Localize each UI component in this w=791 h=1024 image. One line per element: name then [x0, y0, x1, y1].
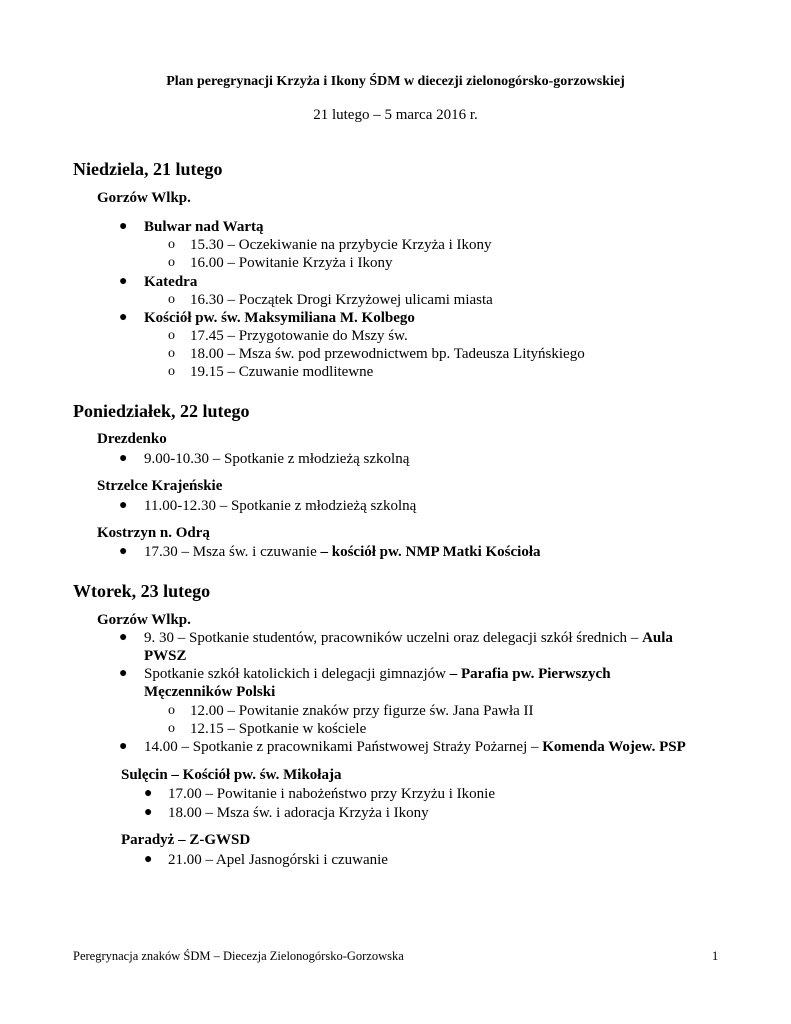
bullet-icon: ● [119, 544, 128, 559]
circle-bullet-icon: o [168, 721, 175, 736]
location-kostrzyn: Kostrzyn n. Odrą [97, 525, 210, 541]
document-title: Plan peregrynacji Krzyża i Ikony ŚDM w diecezji zielonogórsko-gorzowskiej [166, 74, 625, 89]
event-venue: – Parafia pw. Pierwszych [449, 666, 611, 682]
event-text: Spotkanie szkół katolickich i delegacji gimnazjów [144, 666, 450, 682]
event-item: 17.00 – Powitanie i nabożeństwo przy Krzyżu i Ikonie [168, 786, 496, 802]
event-item [144, 739, 686, 756]
bullet-icon: ● [119, 498, 128, 513]
event-item: 9.00-10.30 – Spotkanie z młodzieżą szkolną [144, 451, 410, 467]
bullet-icon: ● [119, 310, 128, 325]
circle-bullet-icon: o [168, 364, 175, 379]
event-item: 15.30 – Oczekiwanie na przybycie Krzyża i Ikony [190, 237, 492, 253]
circle-bullet-icon: o [168, 255, 175, 270]
event-venue-continued: Męczenników Polski [144, 684, 276, 700]
event-item [144, 630, 673, 647]
bullet-icon: ● [119, 630, 128, 645]
location-paradyz: Paradyż – Z-GWSD [121, 832, 251, 848]
location-gorzow: Gorzów Wlkp. [97, 612, 191, 628]
bullet-icon: ● [119, 451, 128, 466]
event-item: 16.00 – Powitanie Krzyża i Ikony [190, 255, 393, 271]
bullet-icon: ● [119, 274, 128, 289]
event-item: 16.30 – Początek Drogi Krzyżowej ulicami miasta [190, 292, 493, 308]
bullet-icon: ● [144, 786, 153, 801]
event-item [144, 544, 541, 561]
event-item: 12.00 – Powitanie znaków przy figurze św. Jana Pawła II [190, 703, 534, 719]
bullet-icon: ● [144, 805, 153, 820]
circle-bullet-icon: o [168, 703, 175, 718]
event-text: 9. 30 – Spotkanie studentów, pracowników uczelni oraz delegacji szkół średnich – [144, 630, 643, 646]
page-number: 1 [712, 949, 719, 963]
location-sulecin: Sulęcin – Kościół pw. św. Mikołaja [121, 767, 342, 783]
place-kolbe-church: Kościół pw. św. Maksymiliana M. Kolbego [144, 310, 415, 326]
event-venue: Aula [642, 630, 673, 646]
page-footer: Peregrynacja znaków ŚDM – Diecezja Zielonogórsko-Gorzowska [73, 949, 404, 963]
event-text: 17.30 – Msza św. i czuwanie [144, 544, 321, 560]
event-item: 18.00 – Msza św. i adoracja Krzyża i Ikony [168, 805, 429, 821]
event-item: 19.15 – Czuwanie modlitewne [190, 364, 374, 380]
bullet-icon: ● [144, 852, 153, 867]
day-heading-tuesday: Wtorek, 23 lutego [73, 581, 211, 601]
location-gorzow: Gorzów Wlkp. [97, 190, 191, 206]
event-venue-continued: PWSZ [144, 648, 187, 664]
event-item [144, 666, 611, 683]
day-heading-monday: Poniedziałek, 22 lutego [73, 401, 250, 421]
event-item: 12.15 – Spotkanie w kościele [190, 721, 367, 737]
event-venue: – kościół pw. NMP Matki Kościoła [320, 544, 541, 560]
event-venue: Komenda Wojew. PSP [542, 739, 686, 755]
location-strzelce: Strzelce Krajeńskie [97, 478, 223, 494]
circle-bullet-icon: o [168, 292, 175, 307]
event-item: 21.00 – Apel Jasnogórski i czuwanie [168, 852, 388, 868]
place-bulwar: Bulwar nad Wartą [144, 219, 264, 235]
circle-bullet-icon: o [168, 346, 175, 361]
circle-bullet-icon: o [168, 237, 175, 252]
event-item: 17.45 – Przygotowanie do Mszy św. [190, 328, 408, 344]
document-dates: 21 lutego – 5 marca 2016 r. [313, 107, 478, 123]
event-item: 11.00-12.30 – Spotkanie z młodzieżą szkolną [144, 498, 417, 514]
event-item: 18.00 – Msza św. pod przewodnictwem bp. Tadeusza Lityńskiego [190, 346, 585, 362]
bullet-icon: ● [119, 739, 128, 754]
bullet-icon: ● [119, 666, 128, 681]
day-heading-sunday: Niedziela, 21 lutego [73, 159, 223, 179]
location-drezdenko: Drezdenko [97, 431, 167, 447]
place-katedra: Katedra [144, 274, 198, 290]
bullet-icon: ● [119, 219, 128, 234]
circle-bullet-icon: o [168, 328, 175, 343]
event-text: 14.00 – Spotkanie z pracownikami Państwowej Straży Pożarnej – [144, 739, 543, 755]
